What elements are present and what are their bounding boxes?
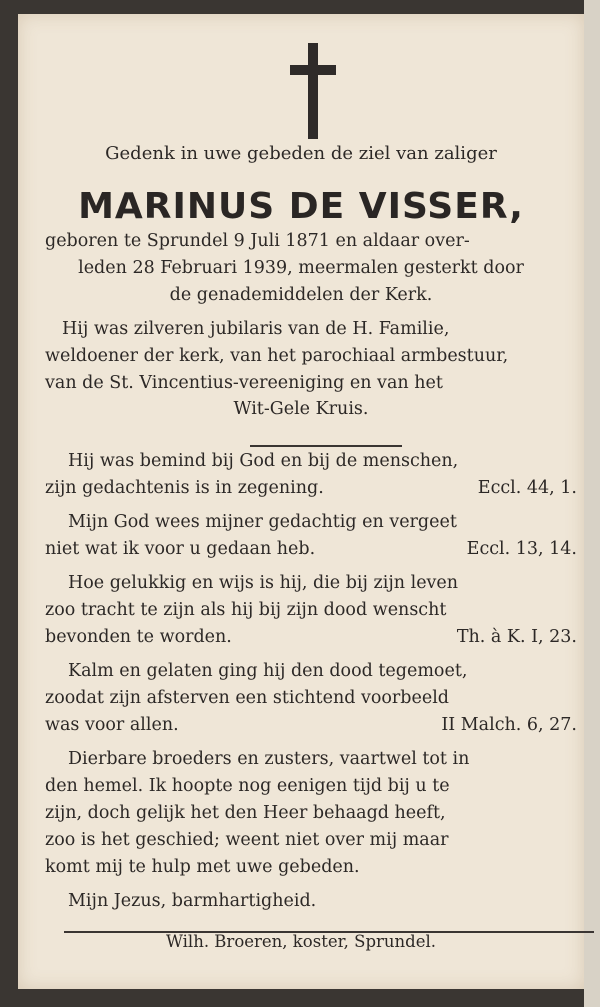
verse-line: niet wat ik voor u gedaan heb. Eccl. 13, 14. bbox=[45, 539, 577, 559]
intro-text: Gedenk in uwe gebeden de ziel van zaliger bbox=[105, 143, 497, 164]
card-edge bbox=[584, 0, 600, 1007]
memorial-card bbox=[18, 14, 584, 989]
verse-line: Hij was bemind bij God en bij de menschen, bbox=[68, 451, 459, 471]
jubilee-line: Hij was zilveren jubilaris van de H. Familie, bbox=[62, 319, 450, 339]
verse-reference: II Malch. 6, 27. bbox=[441, 715, 577, 735]
verse-reference: Eccl. 13, 14. bbox=[466, 539, 577, 559]
verse-line: zoodat zijn afsterven een stichtend voorbeeld bbox=[45, 688, 450, 708]
verse-line: Kalm en gelaten ging hij den dood tegemoet, bbox=[68, 661, 468, 681]
verse-line: zoo tracht te zijn als hij bij zijn dood wenscht bbox=[45, 600, 447, 620]
verse-line: Mijn God wees mijner gedachtig en vergeet bbox=[68, 512, 457, 532]
verse-line: Hoe gelukkig en wijs is hij, die bij zijn leven bbox=[68, 573, 459, 593]
jubilee-line: van de St. Vincentius-vereeniging en van het bbox=[45, 373, 443, 393]
farewell-line: den hemel. Ik hoopte nog eenigen tijd bij u te bbox=[45, 776, 450, 796]
bio-line: leden 28 Februari 1939, meermalen gesterkt door bbox=[78, 258, 524, 278]
verse-reference: Eccl. 44, 1. bbox=[477, 478, 577, 498]
deceased-name: MARINUS DE VISSER, bbox=[78, 186, 524, 227]
farewell-line: Dierbare broeders en zusters, vaartwel tot in bbox=[68, 749, 470, 769]
farewell-line: zijn, doch gelijk het den Heer behaagd heeft, bbox=[45, 803, 446, 823]
jubilee-line: weldoener der kerk, van het parochiaal armbestuur, bbox=[45, 346, 509, 366]
closing-prayer: Mijn Jezus, barmhartigheid. bbox=[68, 891, 317, 911]
verse-line: was voor allen. II Malch. 6, 27. bbox=[45, 715, 577, 735]
jubilee-line: Wit-Gele Kruis. bbox=[233, 399, 369, 419]
bio-line: de genademiddelen der Kerk. bbox=[169, 285, 433, 305]
farewell-line: zoo is het geschied; weent niet over mij maar bbox=[45, 830, 449, 850]
verse-line: bevonden te worden. Th. à K. I, 23. bbox=[45, 627, 577, 647]
farewell-line: komt mij te hulp met uwe gebeden. bbox=[45, 857, 360, 877]
divider-short bbox=[250, 445, 402, 447]
verse-line: zijn gedachtenis is in zegening. Eccl. 44, 1. bbox=[45, 478, 577, 498]
verse-reference: Th. à K. I, 23. bbox=[456, 627, 577, 647]
latin-cross-icon bbox=[290, 43, 336, 139]
bio-line: geboren te Sprundel 9 Juli 1871 en aldaar over- bbox=[45, 231, 470, 251]
printer-credit: Wilh. Broeren, koster, Sprundel. bbox=[165, 932, 437, 951]
